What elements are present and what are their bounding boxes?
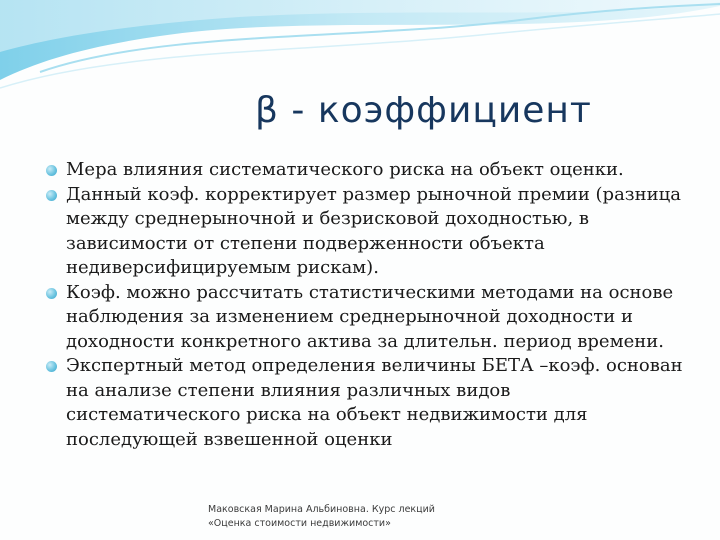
list-item xyxy=(46,354,686,452)
header-wave-decoration xyxy=(0,0,720,90)
bullet-dot-icon xyxy=(46,190,57,201)
bullet-dot-icon xyxy=(46,288,57,299)
footer-author: Маковская Марина Альбиновна. Курс лекций xyxy=(208,504,435,515)
list-item xyxy=(46,281,686,355)
bullet-text: Коэф. можно рассчитать статистическими методами на основе наблюдения за изменением среднерыночной доходности и доходности конкретного актива за длительн. период времени. xyxy=(66,281,674,352)
bullet-dot-icon xyxy=(46,165,57,176)
bullet-list xyxy=(46,158,686,452)
bullet-dot-icon xyxy=(46,361,57,372)
list-item xyxy=(46,183,686,281)
footer-credit xyxy=(208,503,435,531)
footer-course: «Оценка стоимости недвижимости» xyxy=(208,518,391,529)
list-item xyxy=(46,158,686,183)
slide-title: β - коэффициент xyxy=(255,90,592,131)
bullet-text: Экспертный метод определения величины БЕТА –коэф. основан на анализе степени влияния различных видов систематического риска на объект недвижимости для последующей взвешенной оценки xyxy=(66,355,683,450)
bullet-text: Мера влияния систематического риска на объект оценки. xyxy=(66,159,624,180)
bullet-text: Данный коэф. корректирует размер рыночной премии (разница между среднерыночной и безрисковой доходностью, в зависимости от степени подверженности объекта недиверсифицируемым рискам). xyxy=(66,183,681,278)
